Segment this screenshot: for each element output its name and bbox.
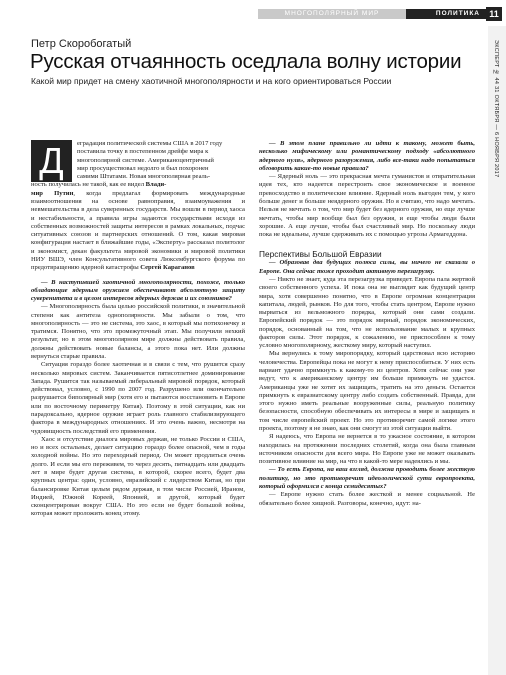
answer: — Никто не знает, куда эта перезагрузка приведет. Европа пала жертвой своего собственного успеха. И пока она не выглядит как будущий центр мира, хотя совершенно понятно, что в Европе огромная концентрация капитала, людей, рынков. Но для того, чтобы стать центром, Европе нужно вырваться из вельможного порядка, который они сами создали. Европейский порядок — это порядок мирный, порядок экономических, порядок, основанный на том, что не использование малых и крупных факторов силы. Этот порядок, к сожалению, не приспособлен к тому условно многополярному, жесткому миру, который наступил. <box>259 275 475 350</box>
subheading: Перспективы Большой Евразии <box>259 249 382 260</box>
question: — То есть Европа, на ваш взгляд, должна проводить более жесткую политику, но это противоречит идеологической сути европроекта, который оформился с конца семидесятых? <box>259 466 475 490</box>
rubric-label: ПОЛИТИКА <box>406 9 486 19</box>
section-label: МНОГОПОЛЯРНЫЙ МИР <box>258 9 406 19</box>
page-header <box>0 0 506 26</box>
paragraph-line: поставила точку в постепенном дрейфе мира к <box>77 148 209 156</box>
question: — В наступившей хаотичной многополярности, похоже, только обладающие ядерным оружием обеспечивают абсолютную защиту суверенитета и в целом интересов ядерных держав и их союзников? <box>31 278 245 303</box>
left-column <box>31 140 245 519</box>
drop-cap: Д <box>31 140 72 182</box>
answer: Я надеюсь, что Европа не вернется в то ужасное состояние, в котором находилась на протяжении последних столетий, когда она была главным источником опасности для всего мира. Но Европе уже не может оказывать позитивное влияние на мир, на что в какой-то мере надеялись и мы. <box>259 433 475 466</box>
person-name: мир Путин <box>31 189 74 197</box>
person-name: Сергей Караганов <box>140 264 195 272</box>
question: — В этом плане правильно ли идти к такому, может быть, несколько мифическому или романтическому подходу «абсолютного ядерного нуля», ядерного разоружения, либо все-таки надо попытаться обговорить какие-то новые правила? <box>259 140 475 172</box>
person-name: Влади- <box>145 181 167 189</box>
issue-info: ЭКСПЕРТ № 44 31 ОКТЯБРЯ — 6 НОЯБРЯ 2017 <box>493 40 499 178</box>
paragraph-line: самими Штатами. Новая многополярная реаль- <box>77 173 211 181</box>
page-number: 11 <box>486 7 502 21</box>
article-title: Русская отчаянность оседлала волну истории <box>30 50 462 73</box>
answer: — Европе нужно стать более жесткой и менее социальной. Не обязательно более хищной. Разговоры, конечно, идут: на- <box>259 491 475 507</box>
right-column <box>259 140 475 508</box>
article-lead: Какой мир придет на смену хаотичной многополярности и на кого ориентироваться России <box>31 76 392 86</box>
paragraph-line: еградация политической системы США в 2017 году <box>77 140 223 147</box>
answer: — Многополярность была целью российской политики, в значительной степени как антитеза однополярности. Мы забыли о том, что многополярность — это не система, это хаос, в который мы потихонечку и тратимся. Понятно, что это промежуточный этап. Мы получили нехкий результат, но в этом многополярном мире должны действовать правила, должны действовать новые балансы, а этого пока нет. Или должны вернуться старые правила. <box>31 303 245 361</box>
answer: — Ядерный ноль — это прекрасная мечта гуманистов и отвратительная идея тех, кто надеется перестроить свое экономическое и военное превосходство в политические влияние. Ядерный ноль выгоден тем, у кого больше денег и больше неядерного оружия. Но я считаю, что надо мечтать. Нельзя не мечтать о том, что мир будет без ядерного оружия, но еще лучше мечтать, чтобы мир вообще был без оружия, и еще чтобы люди были хорошие. А еще лучше, чтобы был счастливый мир. Но поскольку люди пока не идеальны, лучше сдерживать их с помощью угрозы Армагеддона. <box>259 173 475 239</box>
paragraph-line: мир просуществовал недолго и был похоронен <box>77 164 209 172</box>
text-run: , когда предлагал формировать международные взаимоотношения на основе равноправия, взаимоуважения и невмешательства в дела суверенных государств. Мы вошли в период хаоса и нестабильности, а правила игры задаются государствами исходя из собственных возможностей защиты интересов в рамках локальных, подчас ситуативных союзов и партнерских отношений. О том, какая мировая конфигурация настает в ближайшие годы, «Эксперту» рассказал политолог и экономист, декан факультета мировой экономики и мировой политики НИУ ВШЭ, член Консультативного совета Люксембургского форума по предотвращению ядерной катастрофы <box>31 189 246 272</box>
answer: Хаос и отсутствие диалога мировых держав, не только России и США, но и всех остальных, делает ситуацию гораздо более опасной, чем в годы холодной войны. Но это переходный период. Он может продлиться очень долго. И если мы его переживем, то через десять, пятнадцать или двадцать лет в мире будет другая система, в которой, скорее всего, будет два крупных центра: один, условно, евразийский с лидерством Китая, но при балансировке Китая целым рядом держав, в том числе Россией, Ираном, Индией, Южной Кореей, Японией, и другой, который будет сконцентрирован вокруг США. Но это если не будет большой войны, которая может проложить конец этому. <box>31 435 245 518</box>
paragraph-line: многополярной системе. Американоцентричный <box>77 156 214 164</box>
question: — Образовав два будущих полюса силы, вы ничего не сказали о Европе. Она сейчас тоже проходит активную перезагрузку. <box>259 259 475 275</box>
text-run: ность получилась не такой, как ее видел <box>31 181 146 189</box>
intro-paragraph <box>31 181 245 272</box>
answer: Мы вернулись к тому миропорядку, который царствовал всю историю человечества. Европейцы пока не могут к нему приспособиться. У них есть вариант удачно примкнуть к какому-то из центров. Хотя сейчас они уже ведут, что к американскому центру им больше примкнуть не удастся. Американцы уже не хотят их защищать, тратить на это деньги. Остается примкнуть к евразиатскому центру либо создать собственный. Правда, для этого нужно иметь реальные вооруженные силы, реальную политику безопасности, способную обеспечивать их интересы в мире и защищать в том числе европейский проект. Но это противоречит самой логике этого проекта, поэтому я не знаю, как они смогут из этой ситуации выйти. <box>259 350 475 432</box>
answer: Ситуация гораздо более хаотичная и в связи с тем, что рушится сразу несколько мировых систем. Заканчивается пятисотлетнее доминирование Запада. Рушится так называемый либеральный мировой порядок, который действовал, условно, с 1990 по 2007 год. Разрушено или окончательно разрушается биполярный мир (хотя его и пытаются восстановить в Европе или по восточному периметру Китая). Поэтому в этой ситуации, как ни парадоксально, ядерное оружие играет роль главного стабилизирующего фактора в международных отношениях. И это очень важно, несмотря на чудовищность последствий его применения. <box>31 361 245 435</box>
article-author: Петр Скоробогатый <box>31 38 132 50</box>
